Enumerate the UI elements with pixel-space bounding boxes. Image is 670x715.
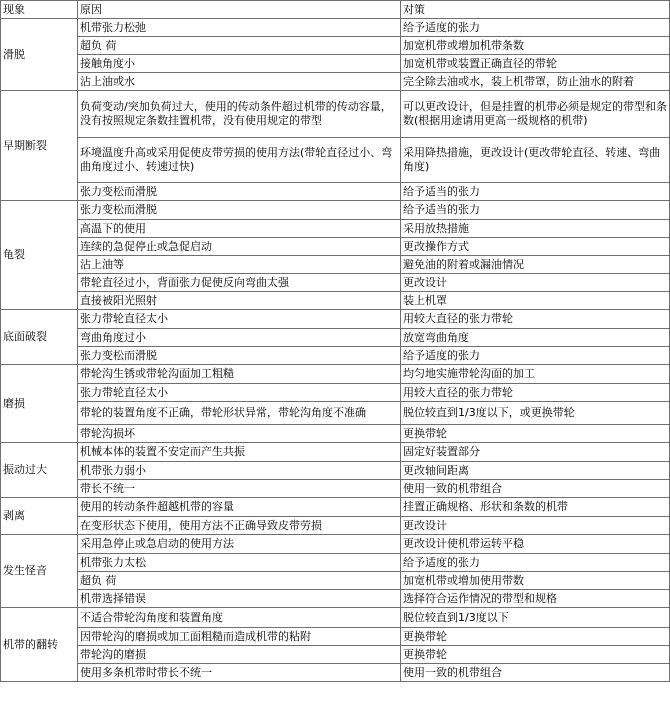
cause-cell: 张力变松而滑脱 (78, 347, 401, 365)
countermeasure-cell: 给予适度的张力 (401, 19, 670, 37)
cause-cell: 带轮直径过小，背面张力促使反向弯曲太强 (78, 274, 401, 292)
countermeasure-cell: 更改轴间距离 (401, 462, 670, 480)
countermeasure-cell: 采用放热措施 (401, 220, 670, 238)
table-row (1, 480, 670, 498)
cause-cell: 超负 荷 (78, 37, 401, 55)
table-row (1, 517, 670, 535)
table-row (1, 554, 670, 572)
cause-cell: 沾上油等 (78, 256, 401, 274)
table-row (1, 498, 670, 517)
cause-cell: 机带张力太松 (78, 554, 401, 572)
cause-cell: 负荷变动/突加负荷过大，使用的传动条件超过机带的传动容量，没有按照规定条数挂置机带，没有使用规定的带型 (78, 91, 401, 138)
cause-cell: 高温下的使用 (78, 220, 401, 238)
table-row (1, 138, 670, 183)
table-row (1, 183, 670, 201)
table-row (1, 628, 670, 646)
cause-cell: 不适合带轮沟角度和装置角度 (78, 608, 401, 628)
table-row (1, 608, 670, 628)
table-row (1, 274, 670, 292)
symptom-abnormal-noise: 发生怪音 (1, 535, 78, 608)
countermeasure-cell: 给予适度的张力 (401, 554, 670, 572)
cause-cell: 张力变松而滑脱 (78, 183, 401, 201)
countermeasure-cell: 放宽弯曲角度 (401, 329, 670, 347)
cause-cell: 连续的急促停止或急促启动 (78, 238, 401, 256)
cause-cell: 接触角度小 (78, 55, 401, 73)
countermeasure-cell: 更改设计使机带运转平稳 (401, 535, 670, 554)
countermeasure-cell: 加宽机带或装置正确直径的带轮 (401, 55, 670, 73)
countermeasure-cell: 可以更改设计，但是挂置的机带必须是规定的带型和条数(根据用途请用更高一级规格的机带) (401, 91, 670, 138)
cause-cell: 带轮沟的磨损 (78, 646, 401, 664)
symptom-bottom-rupture: 底面破裂 (1, 310, 78, 365)
table-row (1, 329, 670, 347)
symptom-belt-flip: 机带的翻转 (1, 608, 78, 682)
symptom-slipping: 滑脱 (1, 19, 78, 91)
cause-cell: 机带选择错误 (78, 590, 401, 608)
table-row (1, 402, 670, 425)
table-row (1, 238, 670, 256)
symptom-early-breakage: 早期断裂 (1, 91, 78, 201)
table-row (1, 55, 670, 73)
countermeasure-cell: 更换带轮 (401, 628, 670, 646)
countermeasure-cell: 脱位较直到1/3度以下 (401, 608, 670, 628)
table-row (1, 201, 670, 220)
cause-cell: 带轮沟损坏 (78, 425, 401, 443)
cause-cell: 使用多条机带时带长不统一 (78, 664, 401, 682)
table-row (1, 462, 670, 480)
countermeasure-cell: 挂置正确规格、形状和条数的机带 (401, 498, 670, 517)
table-row (1, 443, 670, 462)
cause-cell: 超负 荷 (78, 572, 401, 590)
table-row (1, 310, 670, 329)
table-row (1, 220, 670, 238)
symptom-peeling: 剥离 (1, 498, 78, 535)
countermeasure-cell: 均匀地实施带轮沟面的加工 (401, 365, 670, 384)
countermeasure-cell: 装上机罩 (401, 292, 670, 310)
cause-cell: 环境温度升高或采用促使皮带劳损的使用方法(带轮直径过小、弯曲角度过小、转速过快) (78, 138, 401, 183)
table-row (1, 590, 670, 608)
table-row (1, 256, 670, 274)
cause-cell: 在变形状态下使用，使用方法不正确导致皮带劳损 (78, 517, 401, 535)
countermeasure-cell: 选择符合运作情况的带型和规格 (401, 590, 670, 608)
table-row (1, 37, 670, 55)
countermeasure-cell: 更改设计 (401, 517, 670, 535)
countermeasure-cell: 避免油的附着或漏油情况 (401, 256, 670, 274)
cause-cell: 沾上油或水 (78, 73, 401, 91)
countermeasure-cell: 固定好装置部分 (401, 443, 670, 462)
cause-cell: 带轮沟生锈或带轮沟面加工粗糙 (78, 365, 401, 384)
countermeasure-cell: 更改操作方式 (401, 238, 670, 256)
countermeasure-cell: 完全除去油或水，装上机带罩，防止油水的附着 (401, 73, 670, 91)
countermeasure-cell: 更换带轮 (401, 425, 670, 443)
countermeasure-cell: 给予适当的张力 (401, 183, 670, 201)
countermeasure-cell: 采用降热措施，更改设计(更改带轮直径、转速、弯曲角度) (401, 138, 670, 183)
table-row (1, 347, 670, 365)
countermeasure-cell: 脱位较直到1/3度以下，或更换带轮 (401, 402, 670, 425)
table-row (1, 572, 670, 590)
cause-cell: 使用的转动条件超越机带的容量 (78, 498, 401, 517)
cause-cell: 带轮的装置角度不正确，带轮形状异常，带轮沟角度不准确 (78, 402, 401, 425)
countermeasure-cell: 更改设计 (401, 274, 670, 292)
countermeasure-cell: 给予适度的张力 (401, 347, 670, 365)
table-row (1, 19, 670, 37)
cause-cell: 直接被阳光照射 (78, 292, 401, 310)
table-row (1, 292, 670, 310)
countermeasure-cell: 用较大直径的张力带轮 (401, 384, 670, 402)
cause-cell: 机械本体的装置不安定而产生共振 (78, 443, 401, 462)
header-row (1, 1, 670, 19)
countermeasure-cell: 用较大直径的张力带轮 (401, 310, 670, 329)
symptom-cracking: 龟裂 (1, 201, 78, 310)
table-row (1, 73, 670, 91)
header-phenomenon: 现象 (1, 1, 78, 19)
table-body (1, 1, 670, 682)
table-row (1, 365, 670, 384)
table-row (1, 535, 670, 554)
symptom-excess-vibration: 振动过大 (1, 443, 78, 498)
table-row (1, 664, 670, 682)
header-cause: 原因 (78, 1, 401, 19)
countermeasure-cell: 使用一致的机带组合 (401, 664, 670, 682)
symptom-wear: 磨损 (1, 365, 78, 443)
header-countermeasure: 对策 (401, 1, 670, 19)
cause-cell: 机带张力弱小 (78, 462, 401, 480)
cause-cell: 张力变松而滑脱 (78, 201, 401, 220)
table-row (1, 91, 670, 138)
cause-cell: 采用急停止或急启动的使用方法 (78, 535, 401, 554)
cause-cell: 带长不统一 (78, 480, 401, 498)
table-row (1, 384, 670, 402)
cause-cell: 张力带轮直径太小 (78, 384, 401, 402)
cause-cell: 弯曲角度过小 (78, 329, 401, 347)
cause-cell: 张力带轮直径太小 (78, 310, 401, 329)
cause-cell: 因带轮沟的磨损或加工面粗糙而造成机带的粘附 (78, 628, 401, 646)
countermeasure-cell: 更换带轮 (401, 646, 670, 664)
countermeasure-cell: 给予适当的张力 (401, 201, 670, 220)
cause-cell: 机带张力松弛 (78, 19, 401, 37)
table-row (1, 646, 670, 664)
countermeasure-cell: 加宽机带或增加使用带数 (401, 572, 670, 590)
countermeasure-cell: 使用一致的机带组合 (401, 480, 670, 498)
table-row (1, 425, 670, 443)
countermeasure-cell: 加宽机带或增加机带条数 (401, 37, 670, 55)
